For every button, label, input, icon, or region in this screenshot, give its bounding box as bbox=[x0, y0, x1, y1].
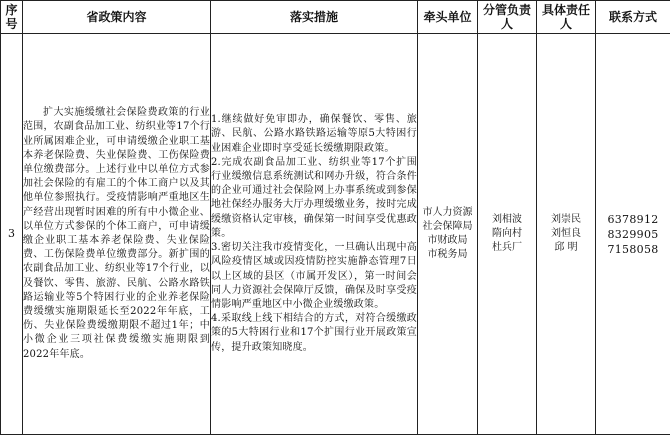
responsible-name: 刘崇民 bbox=[551, 213, 581, 225]
policy-content-text: 扩大实施缓缴社会保险费政策的行业范围，农副食品加工业、纺织业等17个行业所属困难企业，可申请缓缴企业职工基本养老保险费、失业保险费、工伤保险费单位缴费部分。上述行业中以单位方式参加社会保险的有雇工的个体工商户以及其他单位参照执行。受疫情影响严重地区生产经营出现暂时困难的所有中小微企业、以单位方式参保的个体工商户，可申请缓缴企业职工基本养老保险费、失业保险费、工伤保险费单位缴费部分。新扩围的农副食品加工业、纺织业等17个行业，以及餐饮、零售、旅游、民航、公路水路铁路运输业等5个特困行业的企业养老保险费缓缴实施期限延长至2022年年底，工伤、失业保险费缓缴期限不超过1年；中小微企业三项社保费缓缴实施期限到2022年年底。 bbox=[23, 107, 210, 360]
lead-unit: 市财政局 bbox=[427, 235, 468, 246]
measures-cell bbox=[211, 34, 418, 435]
contact-phone: 7158058 bbox=[607, 242, 659, 256]
table-row bbox=[1, 34, 670, 435]
measure-item: 4.采取线上线下相结合的方式，对符合缓缴政策的5大特困行业和17个扩围行业开展政策宣传，提升政策知晓度。 bbox=[211, 313, 417, 353]
leader-name: 刘相波 bbox=[492, 213, 522, 225]
measure-item: 2.完成农副食品加工业、纺织业等17个扩围行业缓缴信息系统测试和网办升级，符合条件的企业可通过社会保险网上办事系统或到参保地社保经办服务大厅办理缓缴业务，按时完成缓缴资格认定审核，确保第一时间享受优惠政策。 bbox=[211, 156, 417, 239]
leader-name: 杜兵厂 bbox=[492, 242, 522, 254]
contact-phone: 8329905 bbox=[607, 227, 659, 241]
lead-unit: 市税务局 bbox=[427, 249, 468, 261]
header-measures: 落实措施 bbox=[211, 1, 418, 34]
lead-unit: 市人力资源社会保障局 bbox=[422, 206, 473, 232]
header-responsible: 具体责任人 bbox=[537, 1, 596, 34]
header-no: 序号 bbox=[1, 1, 23, 34]
header-lead-unit: 牵头单位 bbox=[418, 1, 478, 34]
responsible-name: 刘恒良 bbox=[551, 227, 581, 239]
header-contact: 联系方式 bbox=[596, 1, 670, 34]
row-number: 3 bbox=[1, 34, 23, 435]
header-leader: 分管负责人 bbox=[478, 1, 537, 34]
responsible-name: 邱 明 bbox=[554, 242, 578, 254]
leader-name: 隋向村 bbox=[492, 227, 522, 239]
contact-cell bbox=[596, 34, 670, 435]
responsible-cell bbox=[537, 34, 596, 435]
table-header-row bbox=[1, 1, 670, 34]
contact-phone: 6378912 bbox=[607, 212, 659, 226]
policy-content-cell bbox=[23, 34, 211, 435]
header-policy-content: 省政策内容 bbox=[23, 1, 211, 34]
leader-cell bbox=[478, 34, 537, 435]
lead-unit-cell bbox=[418, 34, 478, 435]
measure-item: 1.继续做好免审即办，确保餐饮、零售、旅游、民航、公路水路铁路运输等原5大特困行业困难企业即时享受延长缓缴期限政策。 bbox=[211, 114, 417, 154]
measure-item: 3.密切关注我市疫情变化，一旦确认出现中高风险疫情区域或因疫情防控实施静态管理7日以上区域的县区（市属开发区），第一时间会同人力资源社会保障厅反馈，确保及时享受疫情影响严重地区中小微企业缓缴政策。 bbox=[211, 242, 417, 310]
